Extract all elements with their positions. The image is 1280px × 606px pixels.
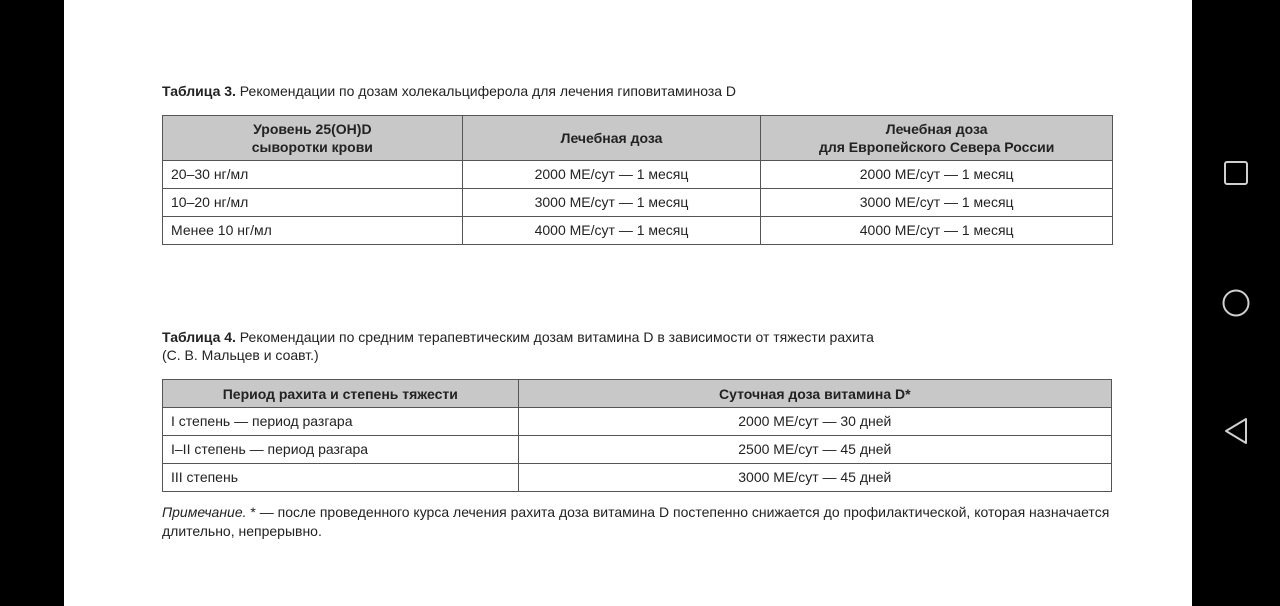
- table-cell: 2500 МЕ/сут — 45 дней: [518, 436, 1111, 464]
- table-row: [163, 161, 1113, 189]
- square-icon: [1223, 160, 1249, 186]
- table4: [162, 379, 1112, 492]
- table-cell: 3000 МЕ/сут — 1 месяц: [761, 189, 1113, 217]
- table4-caption: [162, 328, 874, 364]
- android-navigation-bar: [1192, 0, 1280, 606]
- table-row: [163, 408, 1112, 436]
- home-button[interactable]: [1192, 273, 1280, 333]
- table3-caption-text: Рекомендации по дозам холекальциферола для лечения гиповитаминоза D: [235, 83, 737, 99]
- table4-caption-label: Таблица 4.: [162, 329, 236, 345]
- table-cell: III степень: [163, 464, 519, 492]
- table-row: [163, 217, 1113, 245]
- table-cell: 2000 МЕ/сут — 1 месяц: [462, 161, 761, 189]
- table3-header-cell: Уровень 25(OH)D сыворотки крови: [163, 116, 463, 161]
- table-cell: 10–20 нг/мл: [163, 189, 463, 217]
- table3-header-cell: Лечебная доза для Европейского Севера России: [761, 116, 1113, 161]
- table4-caption-source: (С. В. Мальцев и соавт.): [162, 347, 319, 363]
- back-triangle-icon: [1222, 416, 1250, 446]
- table4-caption-text: Рекомендации по средним терапевтическим дозам витамина D в зависимости от тяжести рахита: [235, 329, 874, 345]
- table-cell: 2000 МЕ/сут — 1 месяц: [761, 161, 1113, 189]
- circle-icon: [1221, 288, 1251, 318]
- table3-header-row: [163, 116, 1113, 161]
- table4-header-cell: Суточная доза витамина D*: [518, 380, 1111, 408]
- table-cell: 3000 МЕ/сут — 1 месяц: [462, 189, 761, 217]
- table4-note: [162, 503, 1122, 541]
- table-row: [163, 189, 1113, 217]
- table3-caption: [162, 82, 736, 100]
- note-text: * — после проведенного курса лечения рахита доза витамина D постепенно снижается до профилактической, которая назначается длительно, непрерывно.: [162, 504, 1110, 539]
- table-cell: I–II степень — период разгара: [163, 436, 519, 464]
- table4-header-cell: Период рахита и степень тяжести: [163, 380, 519, 408]
- table4-header-row: [163, 380, 1112, 408]
- table-row: [163, 464, 1112, 492]
- table-row: [163, 436, 1112, 464]
- table-cell: 20–30 нг/мл: [163, 161, 463, 189]
- document-page: [64, 0, 1192, 606]
- table-cell: 3000 МЕ/сут — 45 дней: [518, 464, 1111, 492]
- table-cell: 4000 МЕ/сут — 1 месяц: [462, 217, 761, 245]
- table3-caption-label: Таблица 3.: [162, 83, 236, 99]
- table-cell: 4000 МЕ/сут — 1 месяц: [761, 217, 1113, 245]
- table-cell: I степень — период разгара: [163, 408, 519, 436]
- recent-apps-button[interactable]: [1192, 143, 1280, 203]
- table3-header-cell: Лечебная доза: [462, 116, 761, 161]
- table-cell: 2000 МЕ/сут — 30 дней: [518, 408, 1111, 436]
- note-label: Примечание.: [162, 504, 247, 520]
- table3: [162, 115, 1113, 245]
- table-cell: Менее 10 нг/мл: [163, 217, 463, 245]
- back-button[interactable]: [1192, 401, 1280, 461]
